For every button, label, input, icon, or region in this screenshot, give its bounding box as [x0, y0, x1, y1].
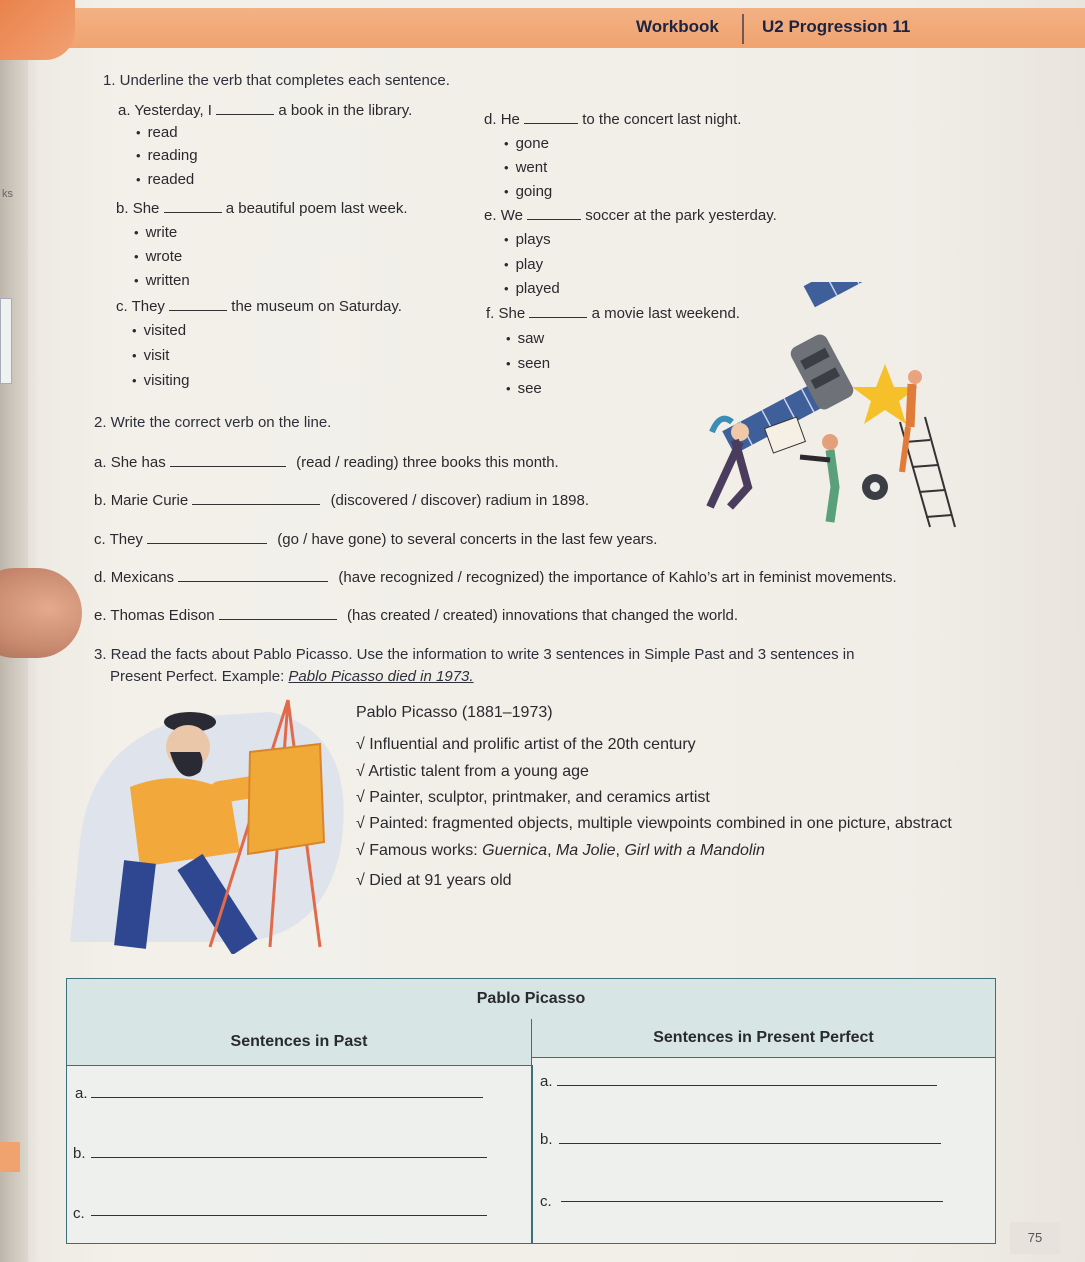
answer-line[interactable]	[91, 1215, 487, 1216]
option[interactable]: • write	[134, 224, 177, 241]
option[interactable]: • going	[504, 183, 552, 200]
answer-line[interactable]	[91, 1097, 483, 1098]
option[interactable]: • plays	[504, 231, 551, 248]
ex1-item-d: d. He to the concert last night.	[484, 111, 742, 128]
column-header-past: Sentences in Past	[67, 1019, 532, 1066]
option[interactable]: • played	[504, 280, 560, 297]
option[interactable]: • read	[136, 124, 178, 141]
exercise-1-title: 1. Underline the verb that completes each sentence.	[103, 72, 450, 89]
answer-blank[interactable]	[529, 317, 587, 318]
answer-blank[interactable]	[170, 466, 286, 467]
answer-line[interactable]	[561, 1201, 943, 1202]
row-label: b.	[540, 1131, 553, 1148]
canvas-easel	[248, 744, 324, 854]
row-label: b.	[73, 1145, 86, 1162]
ex2-item-c: c. They (go / have gone) to several concerts in the last few years.	[94, 531, 658, 548]
option[interactable]: • reading	[136, 147, 198, 164]
ex1-item-a: a. Yesterday, I a book in the library.	[118, 102, 413, 119]
ex1-item-e: e. We soccer at the park yesterday.	[484, 207, 777, 224]
picasso-table	[66, 978, 996, 1244]
answer-blank[interactable]	[169, 310, 227, 311]
answer-blank[interactable]	[527, 219, 581, 220]
page-number: 75	[1010, 1222, 1060, 1254]
margin-text: ks	[2, 188, 13, 200]
row-label: c.	[540, 1193, 552, 1210]
picasso-illustration	[70, 692, 360, 954]
satellite-illustration	[690, 282, 990, 532]
answer-blank[interactable]	[178, 581, 328, 582]
answer-blank[interactable]	[147, 543, 267, 544]
fact-item: √ Painted: fragmented objects, multiple viewpoints combined in one picture, abstract	[356, 815, 952, 832]
example-sentence: Pablo Picasso died in 1973.	[288, 668, 474, 685]
table-title: Pablo Picasso	[67, 979, 995, 1020]
option[interactable]: • readed	[136, 171, 194, 188]
ex2-item-e: e. Thomas Edison (has created / created) innovations that changed the world.	[94, 607, 739, 624]
ex1-item-c: c. They the museum on Saturday.	[116, 298, 402, 315]
ex2-item-d: d. Mexicans (have recognized / recognized) the importance of Kahlo’s art in feminist movements.	[94, 569, 897, 586]
answer-line[interactable]	[557, 1085, 937, 1086]
exercise-3-title: 3. Read the facts about Pablo Picasso. Use the information to write 3 sentences in Simple Past and 3 sentences in	[94, 646, 855, 663]
table-divider	[531, 1065, 533, 1243]
header-workbook: Workbook	[636, 17, 719, 36]
answer-blank[interactable]	[524, 123, 578, 124]
option[interactable]: • see	[506, 380, 542, 397]
fact-item: √ Famous works: Guernica, Ma Jolie, Girl with a Mandolin	[356, 842, 765, 859]
ex1-item-b: b. She a beautiful poem last week.	[116, 200, 408, 217]
option[interactable]: • written	[134, 272, 190, 289]
row-label: a.	[75, 1085, 88, 1102]
answer-blank[interactable]	[164, 212, 222, 213]
row-label: a.	[540, 1073, 553, 1090]
ex2-item-a: a. She has (read / reading) three books this month.	[94, 454, 559, 471]
row-label: c.	[73, 1205, 85, 1222]
page-edge-tab-orange	[0, 1142, 20, 1172]
exercise-2-title: 2. Write the correct verb on the line.	[94, 414, 332, 431]
exercise-3-example: Present Perfect. Example: Pablo Picasso died in 1973.	[110, 668, 474, 685]
option[interactable]: • visited	[132, 322, 186, 339]
option[interactable]: • wrote	[134, 248, 182, 265]
answer-line[interactable]	[91, 1157, 487, 1158]
option[interactable]: • gone	[504, 135, 549, 152]
option[interactable]: • play	[504, 256, 543, 273]
header-band	[40, 8, 1085, 48]
option[interactable]: • went	[504, 159, 547, 176]
fact-item: √ Influential and prolific artist of the 20th century	[356, 736, 696, 753]
fact-item: √ Artistic talent from a young age	[356, 763, 589, 780]
option[interactable]: • visiting	[132, 372, 189, 389]
option[interactable]: • visit	[132, 347, 169, 364]
answer-blank[interactable]	[216, 114, 274, 115]
page-edge-tab	[0, 298, 12, 384]
header-accent	[0, 0, 75, 60]
option[interactable]: • saw	[506, 330, 544, 347]
facts-title: Pablo Picasso (1881–1973)	[356, 704, 553, 721]
option[interactable]: • seen	[506, 355, 550, 372]
column-header-present-perfect: Sentences in Present Perfect	[532, 1019, 995, 1058]
fact-item: √ Died at 91 years old	[356, 872, 512, 889]
answer-line[interactable]	[559, 1143, 941, 1144]
answer-blank[interactable]	[192, 504, 320, 505]
answer-blank[interactable]	[219, 619, 337, 620]
ex1-item-f: f. She a movie last weekend.	[486, 305, 740, 322]
header-unit: U2 Progression 11	[762, 17, 911, 36]
ex2-item-b: b. Marie Curie (discovered / discover) radium in 1898.	[94, 492, 590, 509]
header-divider	[742, 14, 744, 44]
satellite-panel-right	[804, 282, 904, 307]
fact-item: √ Painter, sculptor, printmaker, and ceramics artist	[356, 789, 710, 806]
